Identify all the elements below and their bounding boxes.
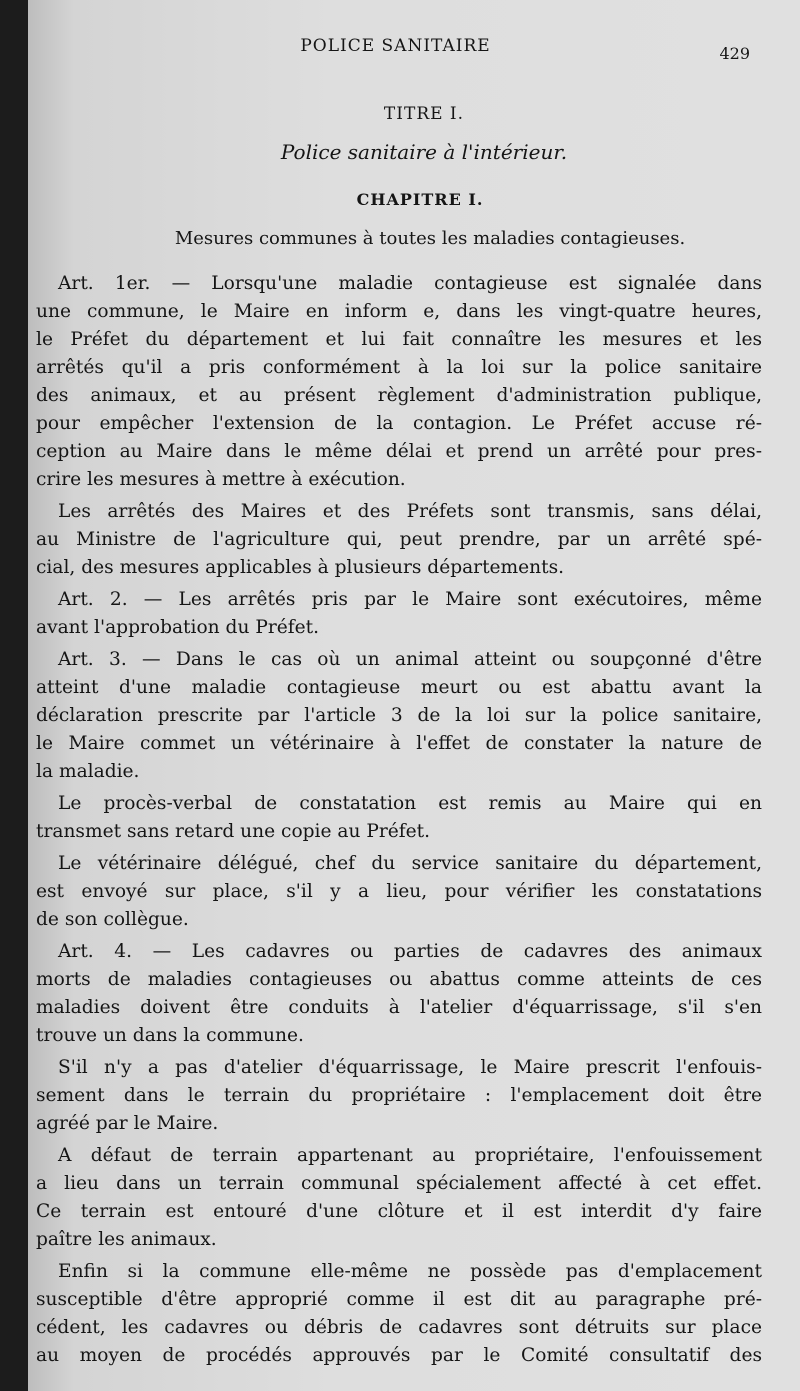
text-line: cial, des mesures applicables à plusieurs départements. [36, 557, 565, 578]
paragraph [36, 850, 762, 934]
titre-subtitle: Police sanitaire à l'intérieur. [280, 140, 568, 164]
text-line: pour empêcher l'extension de la contagion. Le Préfet accuse ré- [36, 413, 762, 434]
paragraph [36, 498, 762, 582]
text-line: paître les animaux. [36, 1229, 217, 1250]
chapitre-heading: CHAPITRE I. [356, 190, 484, 209]
text-line: a lieu dans un terrain communal spécialement affecté à cet effet. [36, 1173, 762, 1194]
text-line: susceptible d'être approprié comme il est dit au paragraphe pré- [36, 1289, 762, 1310]
text-line: Enfin si la commune elle-même ne possède pas d'emplacement [58, 1261, 762, 1282]
section-heading: Mesures communes à toutes les maladies contagieuses. [174, 228, 686, 249]
text-line: transmet sans retard une copie au Préfet. [36, 821, 431, 842]
text-line: cédent, les cadavres ou débris de cadavres sont détruits sur place [36, 1317, 762, 1338]
text-line: la maladie. [36, 761, 140, 782]
text-line: le Maire commet un vétérinaire à l'effet de constater la nature de [36, 733, 762, 754]
text-line: S'il n'y a pas d'atelier d'équarrissage, le Maire prescrit l'enfouis- [58, 1057, 762, 1078]
text-line: A défaut de terrain appartenant au propriétaire, l'enfouissement [58, 1145, 762, 1166]
text-line: au moyen de procédés approuvés par le Comité consultatif des [36, 1345, 762, 1366]
paragraph [36, 646, 762, 786]
paragraph [36, 270, 762, 494]
text-line: maladies doivent être conduits à l'atelier d'équarrissage, s'il s'en [36, 997, 762, 1018]
text-line: Les arrêtés des Maires et des Préfets sont transmis, sans délai, [58, 501, 762, 522]
running-head [28, 36, 800, 63]
text-line: au Ministre de l'agriculture qui, peut prendre, par un arrêté spé- [36, 529, 762, 550]
text-line: Ce terrain est entouré d'une clôture et il est interdit d'y faire [36, 1201, 762, 1222]
text-line: atteint d'une maladie contagieuse meurt ou est abattu avant la [36, 677, 762, 698]
paragraph [36, 1142, 762, 1254]
text-line: agréé par le Maire. [36, 1113, 219, 1134]
paragraph [36, 1054, 762, 1138]
text-line: trouve un dans la commune. [36, 1025, 304, 1046]
text-line: sement dans le terrain du propriétaire : l'emplacement doit être [36, 1085, 762, 1106]
text-line: morts de maladies contagieuses ou abattus comme atteints de ces [36, 969, 762, 990]
paragraph [36, 1258, 762, 1370]
text-line: une commune, le Maire en inform e, dans les vingt-quatre heures, [36, 301, 762, 322]
text-line: est envoyé sur place, s'il y a lieu, pour vérifier les constatations [36, 881, 762, 902]
text-line: Le vétérinaire délégué, chef du service sanitaire du département, [58, 853, 762, 874]
body-text [36, 270, 762, 1370]
paragraph [36, 938, 762, 1050]
page-number: 429 [719, 44, 750, 63]
text-line: arrêtés qu'il a pris conformément à la loi sur la police sanitaire [36, 357, 762, 378]
text-line: Art. 3. — Dans le cas où un animal atteint ou soupçonné d'être [58, 649, 762, 670]
text-line: des animaux, et au présent règlement d'administration publique, [36, 385, 762, 406]
text-line: ception au Maire dans le même délai et prend un arrêté pour pres- [36, 441, 762, 462]
text-line: Le procès-verbal de constatation est remis au Maire qui en [58, 793, 762, 814]
text-line: Art. 4. — Les cadavres ou parties de cadavres des animaux [58, 941, 762, 962]
text-line: Art. 2. — Les arrêtés pris par le Maire sont exécutoires, même [58, 589, 762, 610]
book-page [28, 0, 800, 1391]
text-line: crire les mesures à mettre à exécution. [36, 469, 406, 490]
text-line: avant l'approbation du Préfet. [36, 617, 320, 638]
paragraph [36, 790, 762, 846]
running-title: POLICE SANITAIRE [300, 36, 491, 56]
text-line: de son collègue. [36, 909, 189, 930]
text-line: déclaration prescrite par l'article 3 de la loi sur la police sanitaire, [36, 705, 762, 726]
text-line: le Préfet du département et lui fait connaître les mesures et les [36, 329, 762, 350]
text-line: Art. 1er. — Lorsqu'une maladie contagieuse est signalée dans [58, 273, 762, 294]
paragraph [36, 586, 762, 642]
titre-heading: TITRE I. [383, 104, 465, 124]
